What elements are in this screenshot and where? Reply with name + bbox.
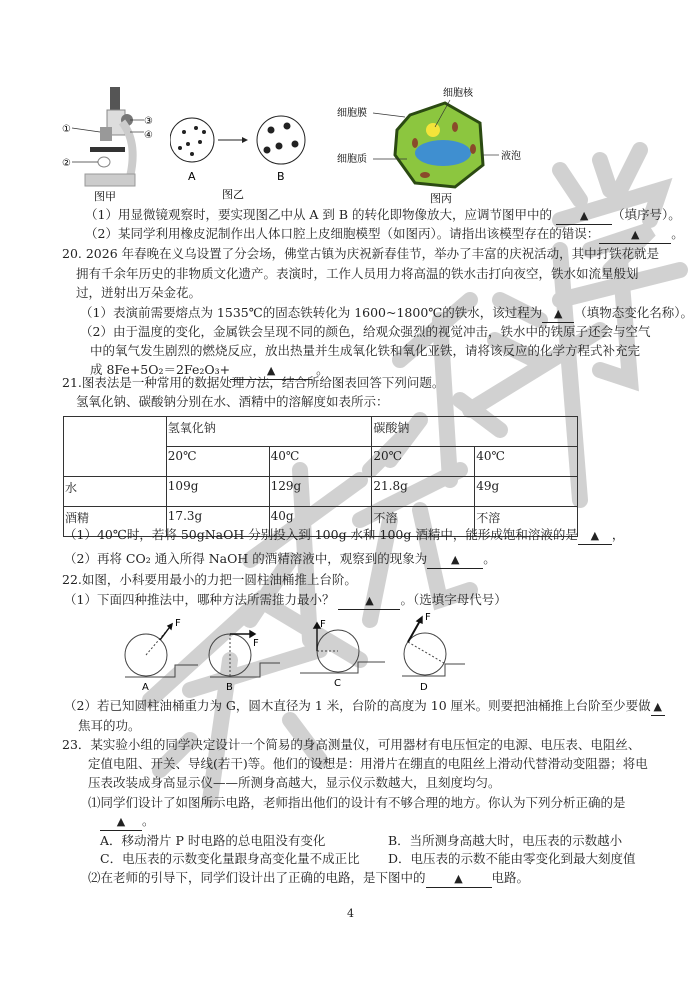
q20-part1-text: （1）表演前需要熔点为 1535℃的固态铁转化为 1600~1800℃的铁水，该过程为 (80, 305, 543, 320)
table-corner (64, 417, 167, 477)
microscope-figure (60, 82, 160, 202)
answer-blank[interactable]: ▲ (426, 871, 492, 888)
q19-part1-text: （1）用显微镜观察时，要实现图乙中从 A 到 B 的转化即物像放大，应调节图甲中的 (85, 207, 553, 222)
answer-blank[interactable]: ▲ (599, 227, 671, 244)
answer-blank[interactable]: ▲ (338, 593, 400, 610)
q22-part1 (64, 592, 507, 610)
cell-model-figure (335, 85, 555, 205)
force-label: F (253, 638, 259, 649)
q23-part1-answer (100, 813, 155, 831)
cell-b-figure (255, 110, 315, 185)
caption-yi: 图乙 (222, 188, 244, 201)
q22-part2: 焦耳的功。 (78, 718, 141, 733)
answer-blank[interactable]: ▲ (651, 699, 665, 716)
push-methods-figure (120, 610, 480, 695)
answer-blank[interactable]: ▲ (100, 814, 142, 831)
q23-option-d: D．电压表的示数不能由零变化到最大刻度值 (388, 851, 636, 866)
caption-bing: 图丙 (430, 192, 452, 205)
label-2: ② (62, 158, 71, 169)
caption-jia: 图甲 (94, 190, 116, 202)
table-header: 40℃ (269, 447, 372, 477)
equation-suffix: 。 (316, 362, 329, 377)
q20-part1 (80, 305, 693, 323)
q20-part1-suffix: （填物态变化名称）。 (574, 305, 694, 320)
q22-part2-text: （2）若已知圆柱油桶重力为 G，圆木直径为 1 米，台阶的高度为 10 厘米。则要把油桶推上台阶至少要做 (64, 698, 651, 713)
q23-part1-suffix: 。 (142, 813, 155, 828)
q21-part2-text: （2）再将 CO₂ 通入所得 NaOH 的酒精溶液中，观察到的现象为 (64, 551, 428, 566)
table-header: 20℃ (166, 447, 269, 477)
q23-part2-suffix: 电路。 (491, 870, 530, 885)
q19-part2 (85, 226, 684, 244)
label-b: B (277, 170, 285, 183)
q20-stem: 过，迸射出万朵金花。 (76, 285, 202, 300)
q21-part1-text: （1）40℃时，若将 50gNaOH 分别投入到 100g 水和 100g 酒精中，能形成饱和溶液的是 (64, 527, 578, 542)
answer-blank[interactable]: ▲ (556, 208, 612, 225)
table-header: 20℃ (372, 447, 475, 477)
force-label: F (175, 618, 181, 629)
cell-magnification-figure (170, 110, 255, 202)
force-label: F (425, 612, 431, 623)
q23-option-b: B．当所测身高越大时，电压表的示数越小 (388, 833, 623, 848)
label-1: ① (62, 124, 71, 135)
q21-intro: 氢氧化钠、碳酸钠分别在水、酒精中的溶解度如表所示： (76, 394, 389, 409)
table-header: 40℃ (475, 447, 578, 477)
table-cell: 109g (166, 477, 269, 507)
q20-part2: 中的氧气发生剧烈的燃烧反应，放出热量并生成氧化铁和氧化亚铁，请将该反应的化学方程式补充完 (90, 343, 641, 358)
table-cell: 21.8g (372, 477, 475, 507)
answer-blank[interactable]: ▲ (542, 306, 574, 323)
answer-blank[interactable]: ▲ (427, 552, 483, 569)
q21-part1-suffix: ， (611, 527, 625, 542)
table-cell: 酒精 (64, 507, 167, 537)
q19-part2-suffix: 。 (671, 226, 684, 241)
q23-stem: 定值电阻、开关、导线(若干)等。他们的设想是：用滑片在绷直的电阻丝上滑动代替滑动变阻器；将电 (88, 756, 648, 771)
q23-stem: 23．某实验小组的同学决定设计一个简易的身高测量仪，可用器材有电压恒定的电源、电压表、电阻丝、 (62, 737, 641, 752)
q21-part2 (64, 551, 496, 569)
table-cell: 17.3g (166, 507, 269, 537)
option-label-b: B (226, 682, 233, 693)
q19-part1-suffix: （填序号）。 (612, 207, 681, 222)
q20-stem: 拥有千余年历史的非物质文化遗产。表演时，工作人员用力将高温的铁水击打向夜空，铁水如流星般划 (76, 266, 639, 281)
label-cytoplasm: 细胞质 (337, 154, 367, 165)
q23-part1: ⑴同学们设计了如图所示电路，老师指出他们的设计有不够合理的地方。你认为下列分析正确的是 (88, 795, 626, 810)
q21-stem: 21.图表法是一种常用的数据处理方法，结合所给图表回答下列问题。 (62, 375, 445, 390)
label-4: ④ (144, 130, 153, 141)
q23-option-a: A．移动滑片 P 时电路的总电阻没有变化 (100, 833, 326, 848)
option-label-a: A (142, 682, 149, 693)
q19-part2-text: （2）某同学利用橡皮泥制作出人体口腔上皮细胞模型（如图丙）。请指出该模型存在的错误： (85, 226, 600, 241)
q22-part2 (64, 698, 665, 716)
label-3: ③ (144, 116, 153, 127)
q22-stem: 22.如图，小科要用最小的力把一圆柱油桶推上台阶。 (62, 572, 357, 587)
q23-part2 (88, 870, 529, 888)
equation-text: 成 8Fe+5O₂＝2Fe₂O₃+ (90, 362, 231, 377)
label-vacuole: 液泡 (501, 151, 521, 162)
table-header: 碳酸钠 (372, 417, 578, 447)
table-row (64, 417, 578, 447)
option-label-c: C (334, 678, 341, 689)
q23-part2-text: ⑵在老师的引导下，同学们设计出了正确的电路，是下图中的 (88, 870, 426, 885)
label-nucleus: 细胞核 (443, 88, 473, 99)
label-membrane: 细胞膜 (337, 108, 367, 119)
q20-stem: 20. 2026 年春晚在义乌设置了分会场，佛堂古镇为庆祝新春佳节，举办了丰富的庆祝活动，其中打铁花就是 (62, 246, 660, 261)
q23-option-c: C．电压表的示数变化量跟身高变化量不成正比 (100, 851, 360, 866)
q23-stem: 压表改装成身高显示仪——所测身高越大，显示仪示数越大，且刻度均匀。 (88, 775, 501, 790)
option-label-d: D (420, 682, 428, 693)
force-label: F (320, 619, 326, 630)
label-a: A (188, 170, 196, 183)
q22-part1-text: （1）下面四种推法中，哪种方法所需推力最小？ (64, 592, 335, 607)
table-cell: 水 (64, 477, 167, 507)
page-number: 4 (347, 907, 354, 920)
solubility-table (63, 416, 578, 537)
q20-part2: （2）由于温度的变化，金属铁会呈现不同的颜色，给观众强烈的视觉冲击，铁水中的铁原子还会与空气 (80, 324, 651, 339)
q22-part1-suffix: 。（选填字母代号） (400, 592, 507, 607)
q21-part1 (64, 527, 624, 545)
answer-blank[interactable]: ▲ (230, 363, 312, 380)
table-cell: 49g (475, 477, 578, 507)
table-row (64, 477, 578, 507)
q19-part1 (85, 207, 681, 225)
table-cell: 不溶 (475, 507, 578, 537)
table-cell: 129g (269, 477, 372, 507)
table-cell: 不溶 (372, 507, 475, 537)
q21-part2-suffix: 。 (483, 551, 496, 566)
table-cell: 40g (269, 507, 372, 537)
answer-blank[interactable]: ▲ (578, 528, 612, 545)
table-header: 氢氧化钠 (166, 417, 372, 447)
